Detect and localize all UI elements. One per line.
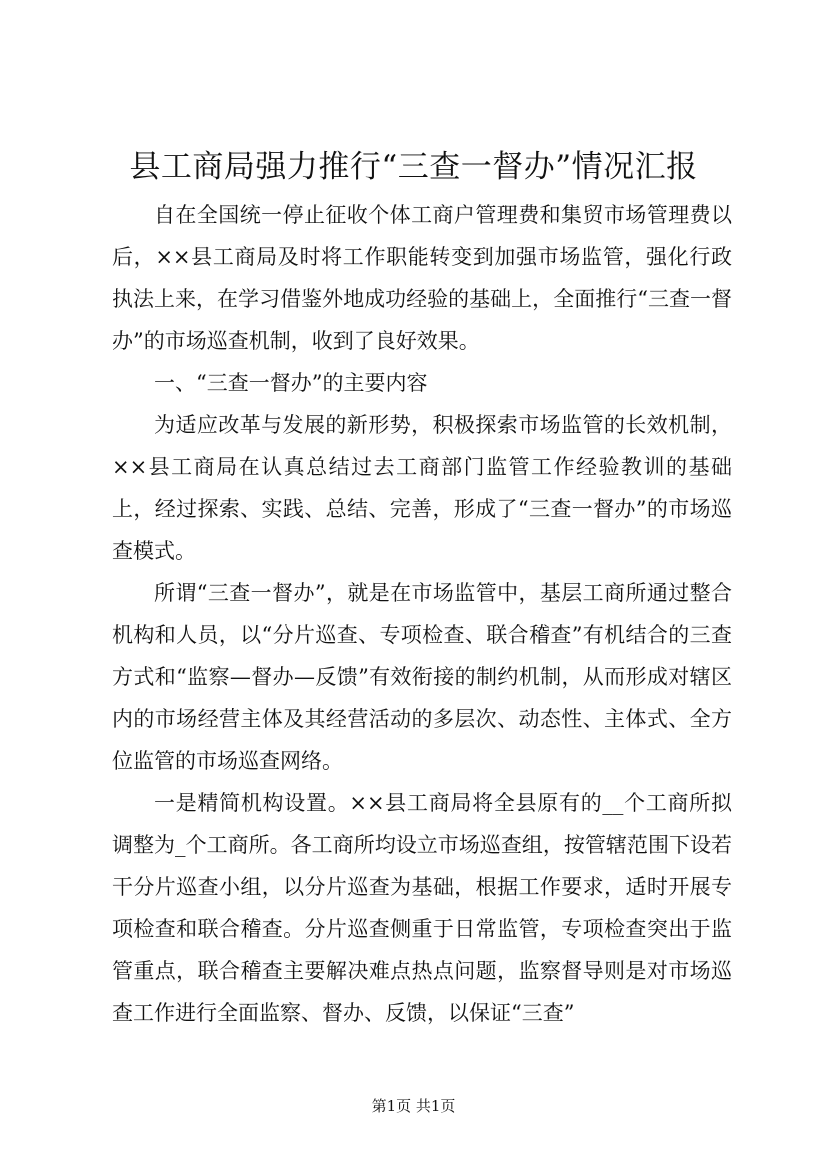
paragraph-intro: 自在全国统一停止征收个体工商户管理费和集贸市场管理费以后，××县工商局及时将工作职能转变到加强市场监管，强化行政执法上来，在学习借鉴外地成功经验的基础上，全面推行“三查一督办”的市场巡查机制，收到了良好效果。 — [112, 203, 732, 353]
paragraph-background: 为适应改革与发展的新形势，积极探索市场监管的长效机制，××县工商局在认真总结过去工商部门监管工作经验教训的基础上，经过探索、实践、总结、完善，形成了“三查一督办”的市场巡查模式。 — [112, 413, 732, 563]
document-body — [112, 194, 732, 1034]
page-footer: 第1页 共1页 — [371, 1097, 456, 1115]
section-heading: 一、“三查一督办”的主要内容 — [154, 371, 428, 395]
paragraph-measure-one: 一是精简机构设置。××县工商局将全县原有的__个工商所拟调整为_个工商所。各工商所均设立市场巡查组，按管辖范围下设若干分片巡查小组，以分片巡查为基础，根据工作要求，适时开展专项检查和联合稽查。分片巡查侧重于日常监管，专项检查突出于监管重点，联合稽查主要解决难点热点问题，监察督导则是对市场巡查工作进行全面监察、督办、反馈，以保证“三查” — [112, 791, 732, 1025]
paragraph-definition: 所谓“三查一督办”，就是在市场监管中，基层工商所通过整合机构和人员，以“分片巡查、专项检查、联合稽查”有机结合的三查方式和“监察—督办—反馈”有效衔接的制约机制，从而形成对辖区内的市场经营主体及其经营活动的多层次、动态性、主体式、全方位监管的市场巡查网络。 — [112, 581, 732, 773]
document-title: 县工商局强力推行“三查一督办”情况汇报 — [129, 149, 698, 185]
